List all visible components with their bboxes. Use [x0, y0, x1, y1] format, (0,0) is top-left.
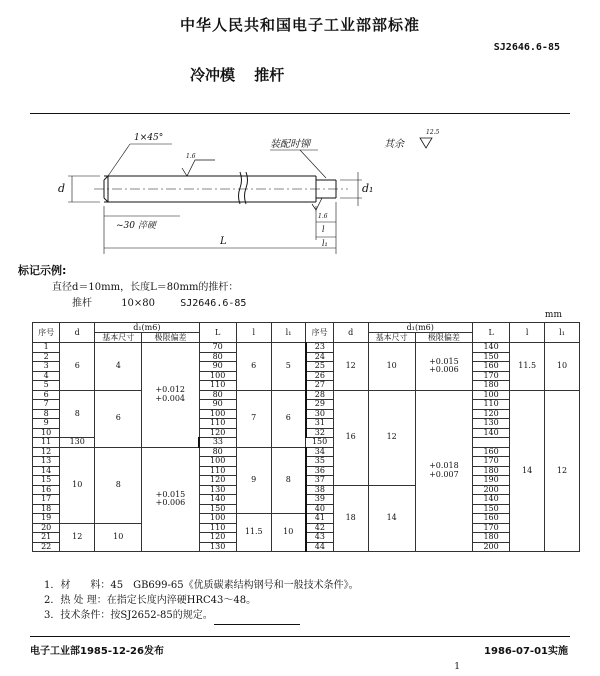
seq-cell: 36 [306, 466, 333, 476]
l1-cell: 5 [271, 343, 306, 391]
seq-cell: 20 [33, 523, 60, 533]
length-cell: 120 [472, 409, 509, 419]
length-cell: 100 [199, 514, 236, 524]
dim-d1: d₁ [362, 182, 374, 195]
l1-cell: 6 [271, 390, 306, 447]
l-cell: 9 [236, 447, 271, 514]
length-cell: 90 [199, 400, 236, 410]
length-cell: 80 [199, 447, 236, 457]
seq-cell: 39 [306, 495, 333, 505]
l-cell: 11.5 [510, 343, 545, 391]
length-cell: 100 [472, 390, 509, 400]
d-cell: 18 [333, 485, 368, 552]
hdr-seq: 序号 [33, 323, 60, 343]
table-header-row [33, 323, 580, 333]
seq-cell: 15 [33, 476, 60, 486]
marking-size: 10×80 [121, 298, 156, 309]
seq-cell: 26 [306, 371, 333, 381]
note-3: 3．技术条件：按SJ2652-85的规定。 [44, 610, 213, 621]
l-cell: 7 [236, 390, 271, 447]
hdr-tol: 极限偏差 [142, 333, 199, 343]
l1-cell: 8 [271, 447, 306, 514]
length-cell: 130 [199, 542, 236, 552]
tolerance-cell: +0.012 +0.004 [142, 343, 199, 448]
seq-cell: 35 [306, 457, 333, 467]
note-1: 1．材 料：45 GB699-65《优质碳素结构钢号和一般技术条件》。 [44, 580, 359, 591]
length-cell: 120 [199, 428, 236, 438]
seq-cell: 31 [306, 419, 333, 429]
hdr-l1: l₁ [271, 323, 306, 343]
seq-cell: 8 [33, 409, 60, 419]
d1-cell: 14 [368, 485, 415, 552]
tolerance-cell: +0.015 +0.006 [415, 343, 472, 391]
seq-cell: 28 [306, 390, 333, 400]
length-cell: 200 [472, 542, 509, 552]
seq-cell: 37 [306, 476, 333, 486]
seq-cell: 5 [33, 381, 60, 391]
hdr-d-r: d [333, 323, 368, 343]
hdr-l1-r: l₁ [545, 323, 580, 343]
header-rule [30, 113, 570, 114]
marking-name: 推杆 [72, 298, 92, 309]
length-cell: 110 [199, 523, 236, 533]
dimension-table [32, 322, 580, 552]
marking-line-2 [72, 294, 246, 309]
seq-cell: 42 [306, 523, 333, 533]
d-cell: 12 [60, 523, 95, 552]
length-cell: 120 [199, 476, 236, 486]
length-cell: 150 [306, 438, 333, 448]
seq-cell: 13 [33, 457, 60, 467]
length-cell: 140 [199, 495, 236, 505]
length-cell: 100 [199, 457, 236, 467]
seq-cell: 18 [33, 504, 60, 514]
seq-cell: 43 [306, 533, 333, 543]
length-cell: 160 [472, 514, 509, 524]
l-cell: 11.5 [236, 514, 271, 552]
hdr-l: l [236, 323, 271, 343]
seq-cell: 34 [306, 447, 333, 457]
note-2: 2．热 处 理：在指定长度内淬硬HRC43～48。 [44, 595, 257, 606]
seq-cell: 14 [33, 466, 60, 476]
hardness-label: ~30 淬硬 [116, 221, 156, 231]
seq-cell: 38 [306, 485, 333, 495]
seq-cell: 23 [306, 343, 333, 353]
length-cell: 100 [199, 371, 236, 381]
seq-cell: 29 [306, 400, 333, 410]
length-cell: 110 [472, 400, 509, 410]
length-cell: 130 [60, 438, 95, 448]
assembly-note: 装配时铆 [270, 139, 310, 150]
length-cell: 110 [199, 419, 236, 429]
seq-cell: 6 [33, 390, 60, 400]
rest-roughness: 12.5 [426, 129, 440, 136]
footer-rule [30, 636, 570, 637]
d1-cell: 8 [95, 447, 142, 523]
length-cell: 160 [472, 447, 509, 457]
d1-cell: 10 [95, 523, 142, 552]
d1-cell: 6 [95, 390, 142, 447]
seq-cell: 16 [33, 485, 60, 495]
seq-cell: 19 [33, 514, 60, 524]
length-cell: 90 [199, 362, 236, 372]
d1-cell: 4 [95, 343, 142, 391]
hdr-nominal-r: 基本尺寸 [368, 333, 415, 343]
length-cell: 180 [472, 381, 509, 391]
d-cell: 8 [60, 390, 95, 438]
chamfer-label: 1×45° [134, 133, 164, 143]
seq-cell: 25 [306, 362, 333, 372]
length-cell: 110 [199, 381, 236, 391]
length-cell: 170 [472, 523, 509, 533]
hdr-L-r: L [472, 323, 509, 343]
effective-date: 1986-07-01实施 [484, 646, 568, 657]
length-cell: 130 [472, 419, 509, 429]
l1-cell: 10 [271, 514, 306, 552]
tolerance-cell: +0.018 +0.007 [415, 390, 472, 552]
seq-cell: 33 [199, 438, 236, 448]
seq-cell: 24 [306, 352, 333, 362]
issued-date: 电子工业部1985-12-26发布 [30, 646, 164, 657]
length-cell: 100 [199, 409, 236, 419]
hdr-l-r: l [510, 323, 545, 343]
seq-cell: 44 [306, 542, 333, 552]
length-cell: 150 [472, 352, 509, 362]
hdr-L: L [199, 323, 236, 343]
marking-line-1: 直径d＝10mm，长度L＝80mm的推杆： [52, 282, 239, 293]
hdr-d1-r: d₁(m6) [368, 323, 472, 333]
hdr-d1: d₁(m6) [95, 323, 199, 333]
push-rod-drawing [0, 120, 600, 260]
length-cell: 140 [472, 428, 509, 438]
seq-cell: 4 [33, 371, 60, 381]
length-cell: 80 [199, 352, 236, 362]
l-cell: 6 [236, 343, 271, 391]
page-title [190, 64, 298, 85]
seq-cell: 9 [33, 419, 60, 429]
surface-roughness: 1.6 [186, 153, 196, 160]
seq-cell: 32 [306, 428, 333, 438]
length-cell: 180 [472, 533, 509, 543]
seq-cell: 1 [33, 343, 60, 353]
d-cell: 6 [60, 343, 95, 391]
length-cell: 140 [472, 343, 509, 353]
seq-cell: 3 [33, 362, 60, 372]
length-cell: 160 [472, 362, 509, 372]
hdr-nominal: 基本尺寸 [95, 333, 142, 343]
hdr-seq-r: 序号 [306, 323, 333, 343]
length-cell: 180 [472, 466, 509, 476]
seq-cell: 41 [306, 514, 333, 524]
seq-cell: 11 [33, 438, 60, 448]
length-cell: 150 [199, 504, 236, 514]
d-cell: 12 [333, 343, 368, 391]
seq-cell: 10 [33, 428, 60, 438]
seq-cell: 17 [33, 495, 60, 505]
length-cell: 130 [199, 485, 236, 495]
d1-cell: 12 [368, 390, 415, 485]
notes-divider [214, 624, 300, 625]
seq-cell: 30 [306, 409, 333, 419]
length-cell: 110 [199, 466, 236, 476]
d-cell: 16 [333, 390, 368, 485]
marking-label: 标记示例: [18, 264, 67, 277]
l-cell: 14 [510, 390, 545, 552]
dim-L: L [220, 236, 227, 247]
dim-l1: l₁ [322, 239, 328, 248]
seq-cell: 40 [306, 504, 333, 514]
seq-cell: 12 [33, 447, 60, 457]
l1-cell: 12 [545, 390, 580, 552]
marking-std: SJ2646.6-85 [180, 298, 247, 309]
dim-l: l [322, 225, 325, 234]
small-roughness: 1.6 [318, 213, 328, 220]
length-cell: 170 [472, 371, 509, 381]
rest-label: 其余 [384, 139, 404, 150]
length-cell: 70 [199, 343, 236, 353]
seq-cell: 21 [33, 533, 60, 543]
org-title: 中华人民共和国电子工业部部标准 [179, 16, 420, 34]
seq-cell: 7 [33, 400, 60, 410]
length-cell: 200 [472, 485, 509, 495]
table-row [33, 343, 580, 353]
seq-cell: 22 [33, 542, 60, 552]
length-cell: 170 [472, 457, 509, 467]
length-cell: 150 [472, 504, 509, 514]
dim-d: d [58, 182, 66, 195]
seq-cell: 27 [306, 381, 333, 391]
length-cell: 190 [472, 476, 509, 486]
title-main: 冷冲模 [190, 66, 236, 84]
l1-cell: 10 [545, 343, 580, 391]
length-cell: 80 [199, 390, 236, 400]
d1-cell: 10 [368, 343, 415, 391]
seq-cell: 2 [33, 352, 60, 362]
length-cell: 120 [199, 533, 236, 543]
unit-label: mm [544, 310, 562, 320]
length-cell: 140 [472, 495, 509, 505]
tolerance-cell: +0.015 +0.006 [142, 447, 199, 552]
d-cell: 10 [60, 447, 95, 523]
hdr-d: d [60, 323, 95, 343]
hdr-tol-r: 极限偏差 [415, 333, 472, 343]
standard-code: SJ2646.6-85 [493, 42, 560, 53]
title-sub: 推杆 [254, 66, 285, 84]
page-number: 1 [454, 662, 460, 672]
